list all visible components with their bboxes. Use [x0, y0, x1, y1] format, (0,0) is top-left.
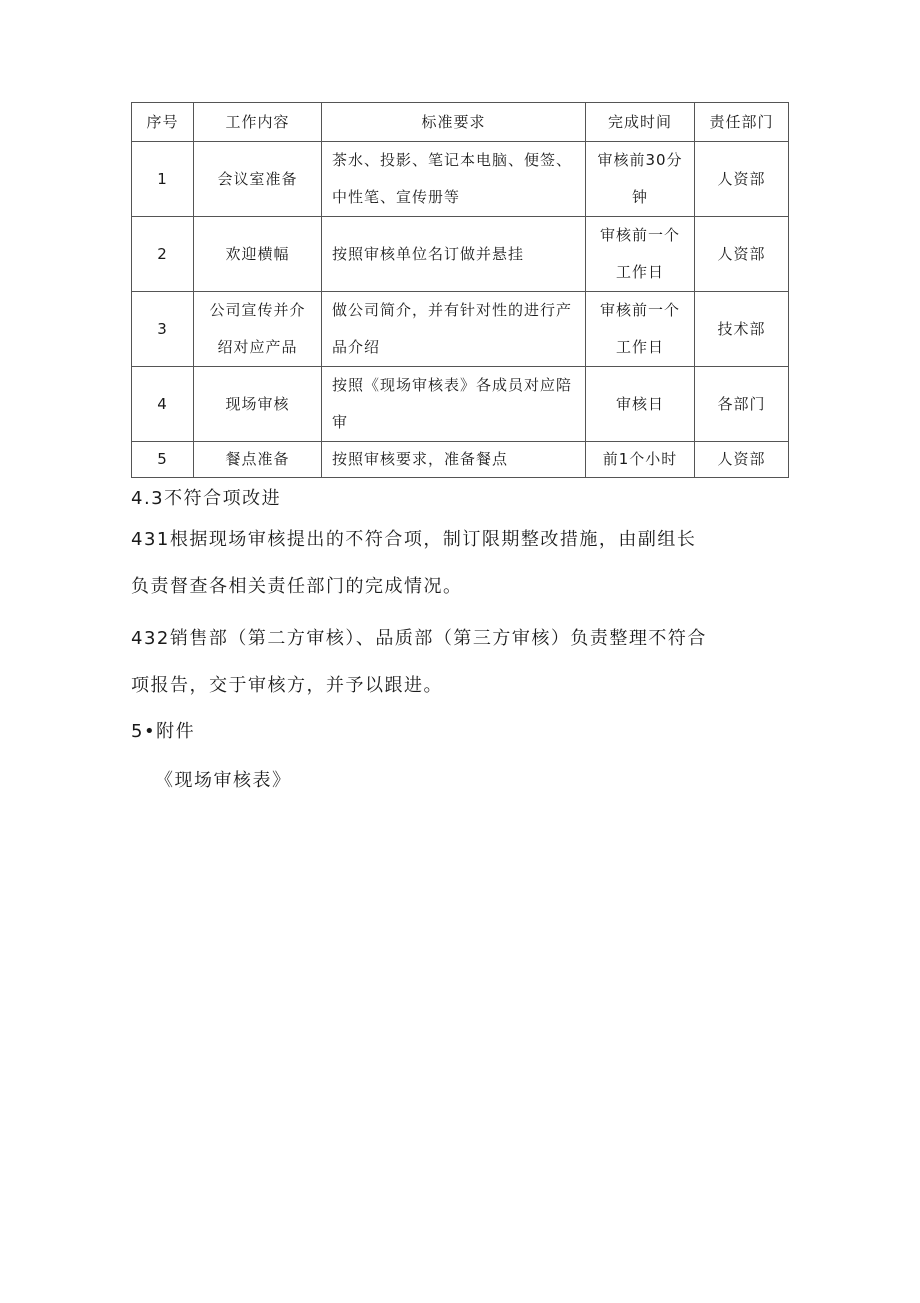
- cell-time: 审核前一个工作日: [586, 292, 695, 367]
- cell-no: 5: [132, 442, 194, 478]
- table-header-row: [132, 103, 789, 142]
- paragraph-432-line-1: 432销售部（第二方审核）、品质部（第三方审核）负责整理不符合: [131, 628, 707, 649]
- cell-no: 3: [132, 292, 194, 367]
- cell-work: 公司宣传并介绍对应产品: [194, 292, 322, 367]
- cell-requirement: 按照审核要求，准备餐点: [322, 442, 586, 478]
- table-row: [132, 367, 789, 442]
- cell-no: 4: [132, 367, 194, 442]
- section-heading-5: 5•附件: [131, 721, 196, 742]
- table-row: [132, 142, 789, 217]
- cell-no: 2: [132, 217, 194, 292]
- cell-work: 现场审核: [194, 367, 322, 442]
- cell-work: 欢迎横幅: [194, 217, 322, 292]
- attachment-title: 《现场审核表》: [155, 770, 292, 791]
- header-requirement: 标准要求: [322, 103, 586, 142]
- header-dept: 责任部门: [695, 103, 789, 142]
- cell-time: 审核前30分钟: [586, 142, 695, 217]
- cell-requirement: 按照审核单位名订做并悬挂: [322, 217, 586, 292]
- work-table: [131, 102, 789, 478]
- cell-time: 审核前一个工作日: [586, 217, 695, 292]
- table-row: [132, 292, 789, 367]
- cell-time: 审核日: [586, 367, 695, 442]
- cell-requirement: 按照《现场审核表》各成员对应陪审: [322, 367, 586, 442]
- cell-no: 1: [132, 142, 194, 217]
- cell-time: 前1个小时: [586, 442, 695, 478]
- cell-dept: 各部门: [695, 367, 789, 442]
- paragraph-431-line-1: 431根据现场审核提出的不符合项，制订限期整改措施，由副组长: [131, 529, 697, 550]
- cell-dept: 人资部: [695, 142, 789, 217]
- section-heading-4-3: 4.3不符合项改进: [131, 488, 282, 509]
- cell-work: 会议室准备: [194, 142, 322, 217]
- paragraph-431-line-2: 负责督查各相关责任部门的完成情况。: [131, 576, 463, 597]
- header-time: 完成时间: [586, 103, 695, 142]
- table-row: [132, 442, 789, 478]
- header-work: 工作内容: [194, 103, 322, 142]
- cell-requirement: 做公司简介，并有针对性的进行产品介绍: [322, 292, 586, 367]
- cell-dept: 人资部: [695, 442, 789, 478]
- cell-dept: 技术部: [695, 292, 789, 367]
- paragraph-432-line-2: 项报告，交于审核方，并予以跟进。: [131, 675, 443, 696]
- work-table-container: [131, 102, 789, 478]
- header-no: 序号: [132, 103, 194, 142]
- table-row: [132, 217, 789, 292]
- cell-requirement: 茶水、投影、笔记本电脑、便签、中性笔、宣传册等: [322, 142, 586, 217]
- cell-work: 餐点准备: [194, 442, 322, 478]
- cell-dept: 人资部: [695, 217, 789, 292]
